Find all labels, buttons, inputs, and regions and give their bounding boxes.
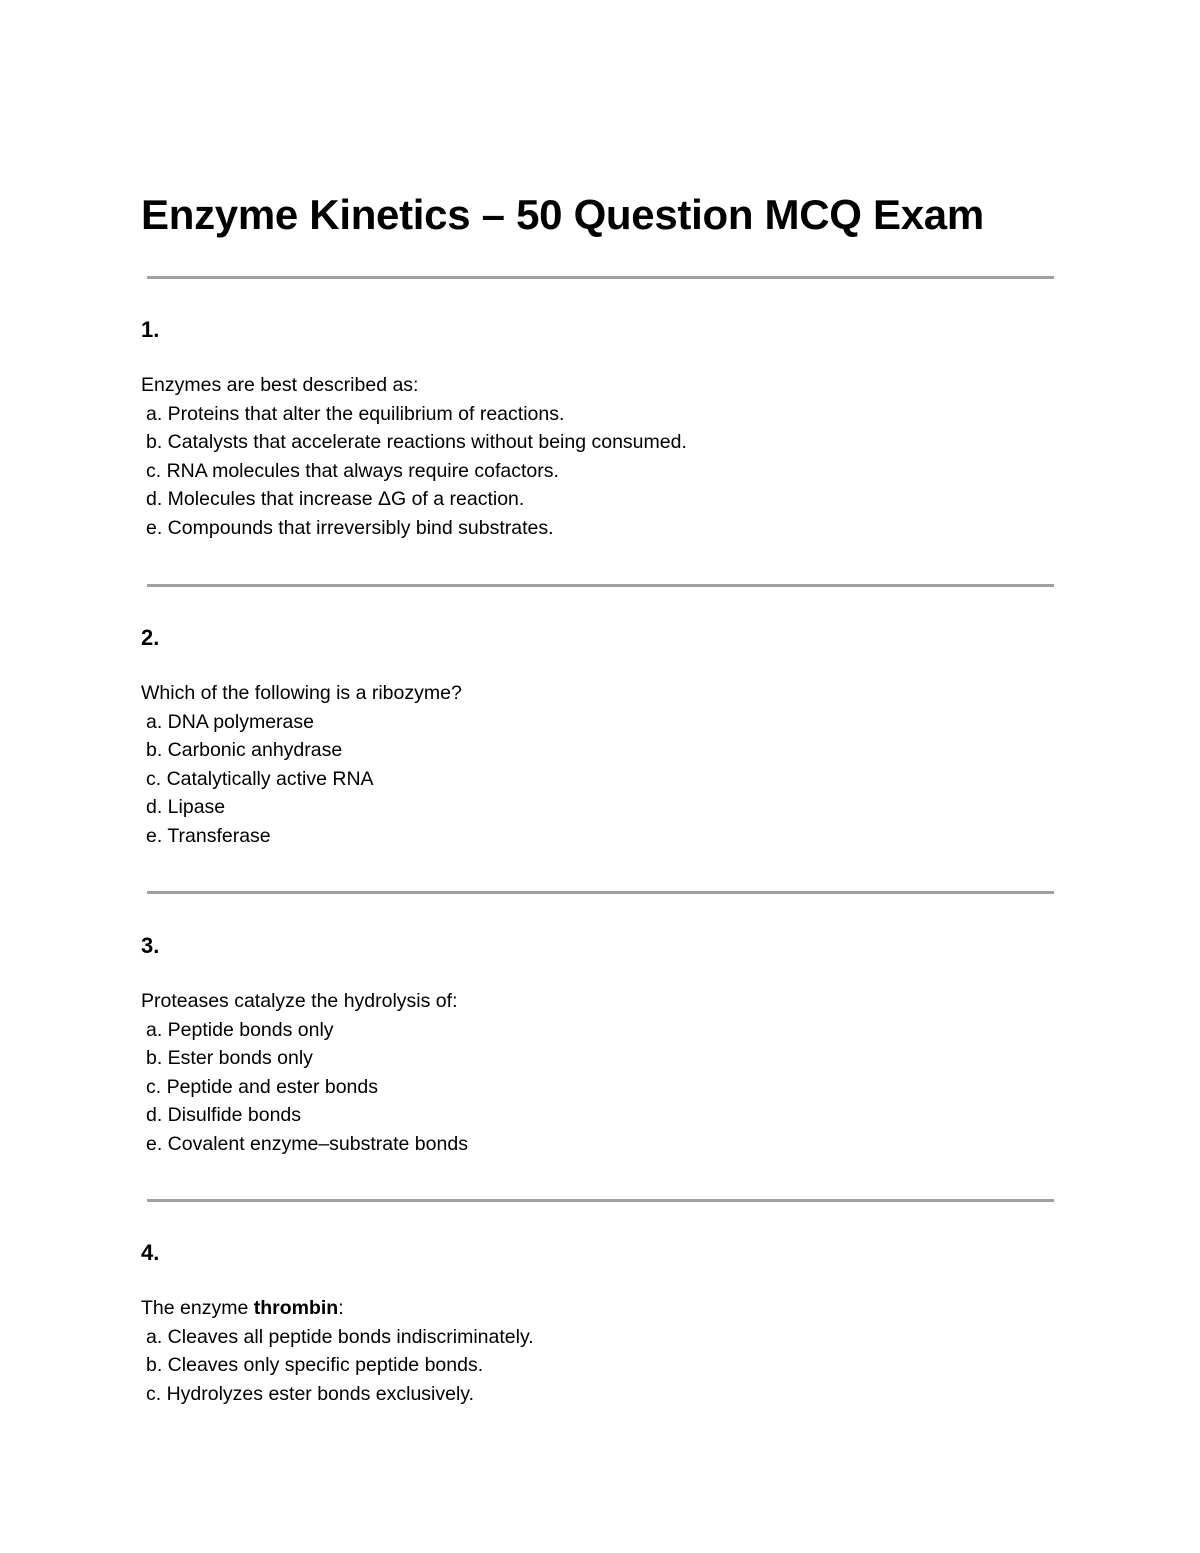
question-prompt [141,1294,1081,1323]
prompt-text: The enzyme [141,1297,254,1319]
horizontal-divider [147,584,1054,587]
option-c: c. Peptide and ester bonds [146,1075,378,1098]
option-e: e. Transferase [146,824,271,847]
question-3 [141,932,1081,1158]
option-d: d. Lipase [146,796,226,818]
question-1 [141,316,1081,542]
question-4 [141,1239,1081,1408]
horizontal-divider [147,1199,1054,1202]
question-number: 3. [141,933,160,958]
question-prompt: Which of the following is a ribozyme? [141,682,462,704]
option-e: e. Compounds that irreversibly bind substrates. [146,516,554,539]
question-number: 1. [141,317,160,342]
option-c: c. Hydrolyzes ester bonds exclusively. [146,1382,475,1405]
horizontal-divider [147,891,1054,894]
option-d: d. Disulfide bonds [146,1104,302,1126]
option-b: b. Cleaves only specific peptide bonds. [146,1354,484,1376]
question-prompt: Proteases catalyze the hydrolysis of: [141,990,458,1012]
question-2 [141,624,1081,850]
question-number: 2. [141,625,160,650]
option-b: b. Ester bonds only [146,1047,313,1069]
option-b: b. Carbonic anhydrase [146,739,343,761]
horizontal-divider [147,276,1054,279]
option-c: c. RNA molecules that always require cofactors. [146,459,559,482]
option-e: e. Covalent enzyme–substrate bonds [146,1132,468,1155]
option-a: a. Proteins that alter the equilibrium of reactions. [146,402,565,425]
prompt-text: : [338,1297,344,1319]
prompt-bold-term: thrombin [253,1297,339,1319]
option-a: a. Cleaves all peptide bonds indiscriminately. [146,1325,534,1348]
option-a: a. Peptide bonds only [146,1018,334,1041]
option-c: c. Catalytically active RNA [146,767,374,790]
option-a: a. DNA polymerase [146,710,314,733]
option-d: d. Molecules that increase ΔG of a reaction. [146,488,525,510]
option-b: b. Catalysts that accelerate reactions without being consumed. [146,431,687,453]
question-prompt: Enzymes are best described as: [141,374,419,396]
question-number: 4. [141,1240,160,1265]
page-title: Enzyme Kinetics – 50 Question MCQ Exam [141,191,984,238]
